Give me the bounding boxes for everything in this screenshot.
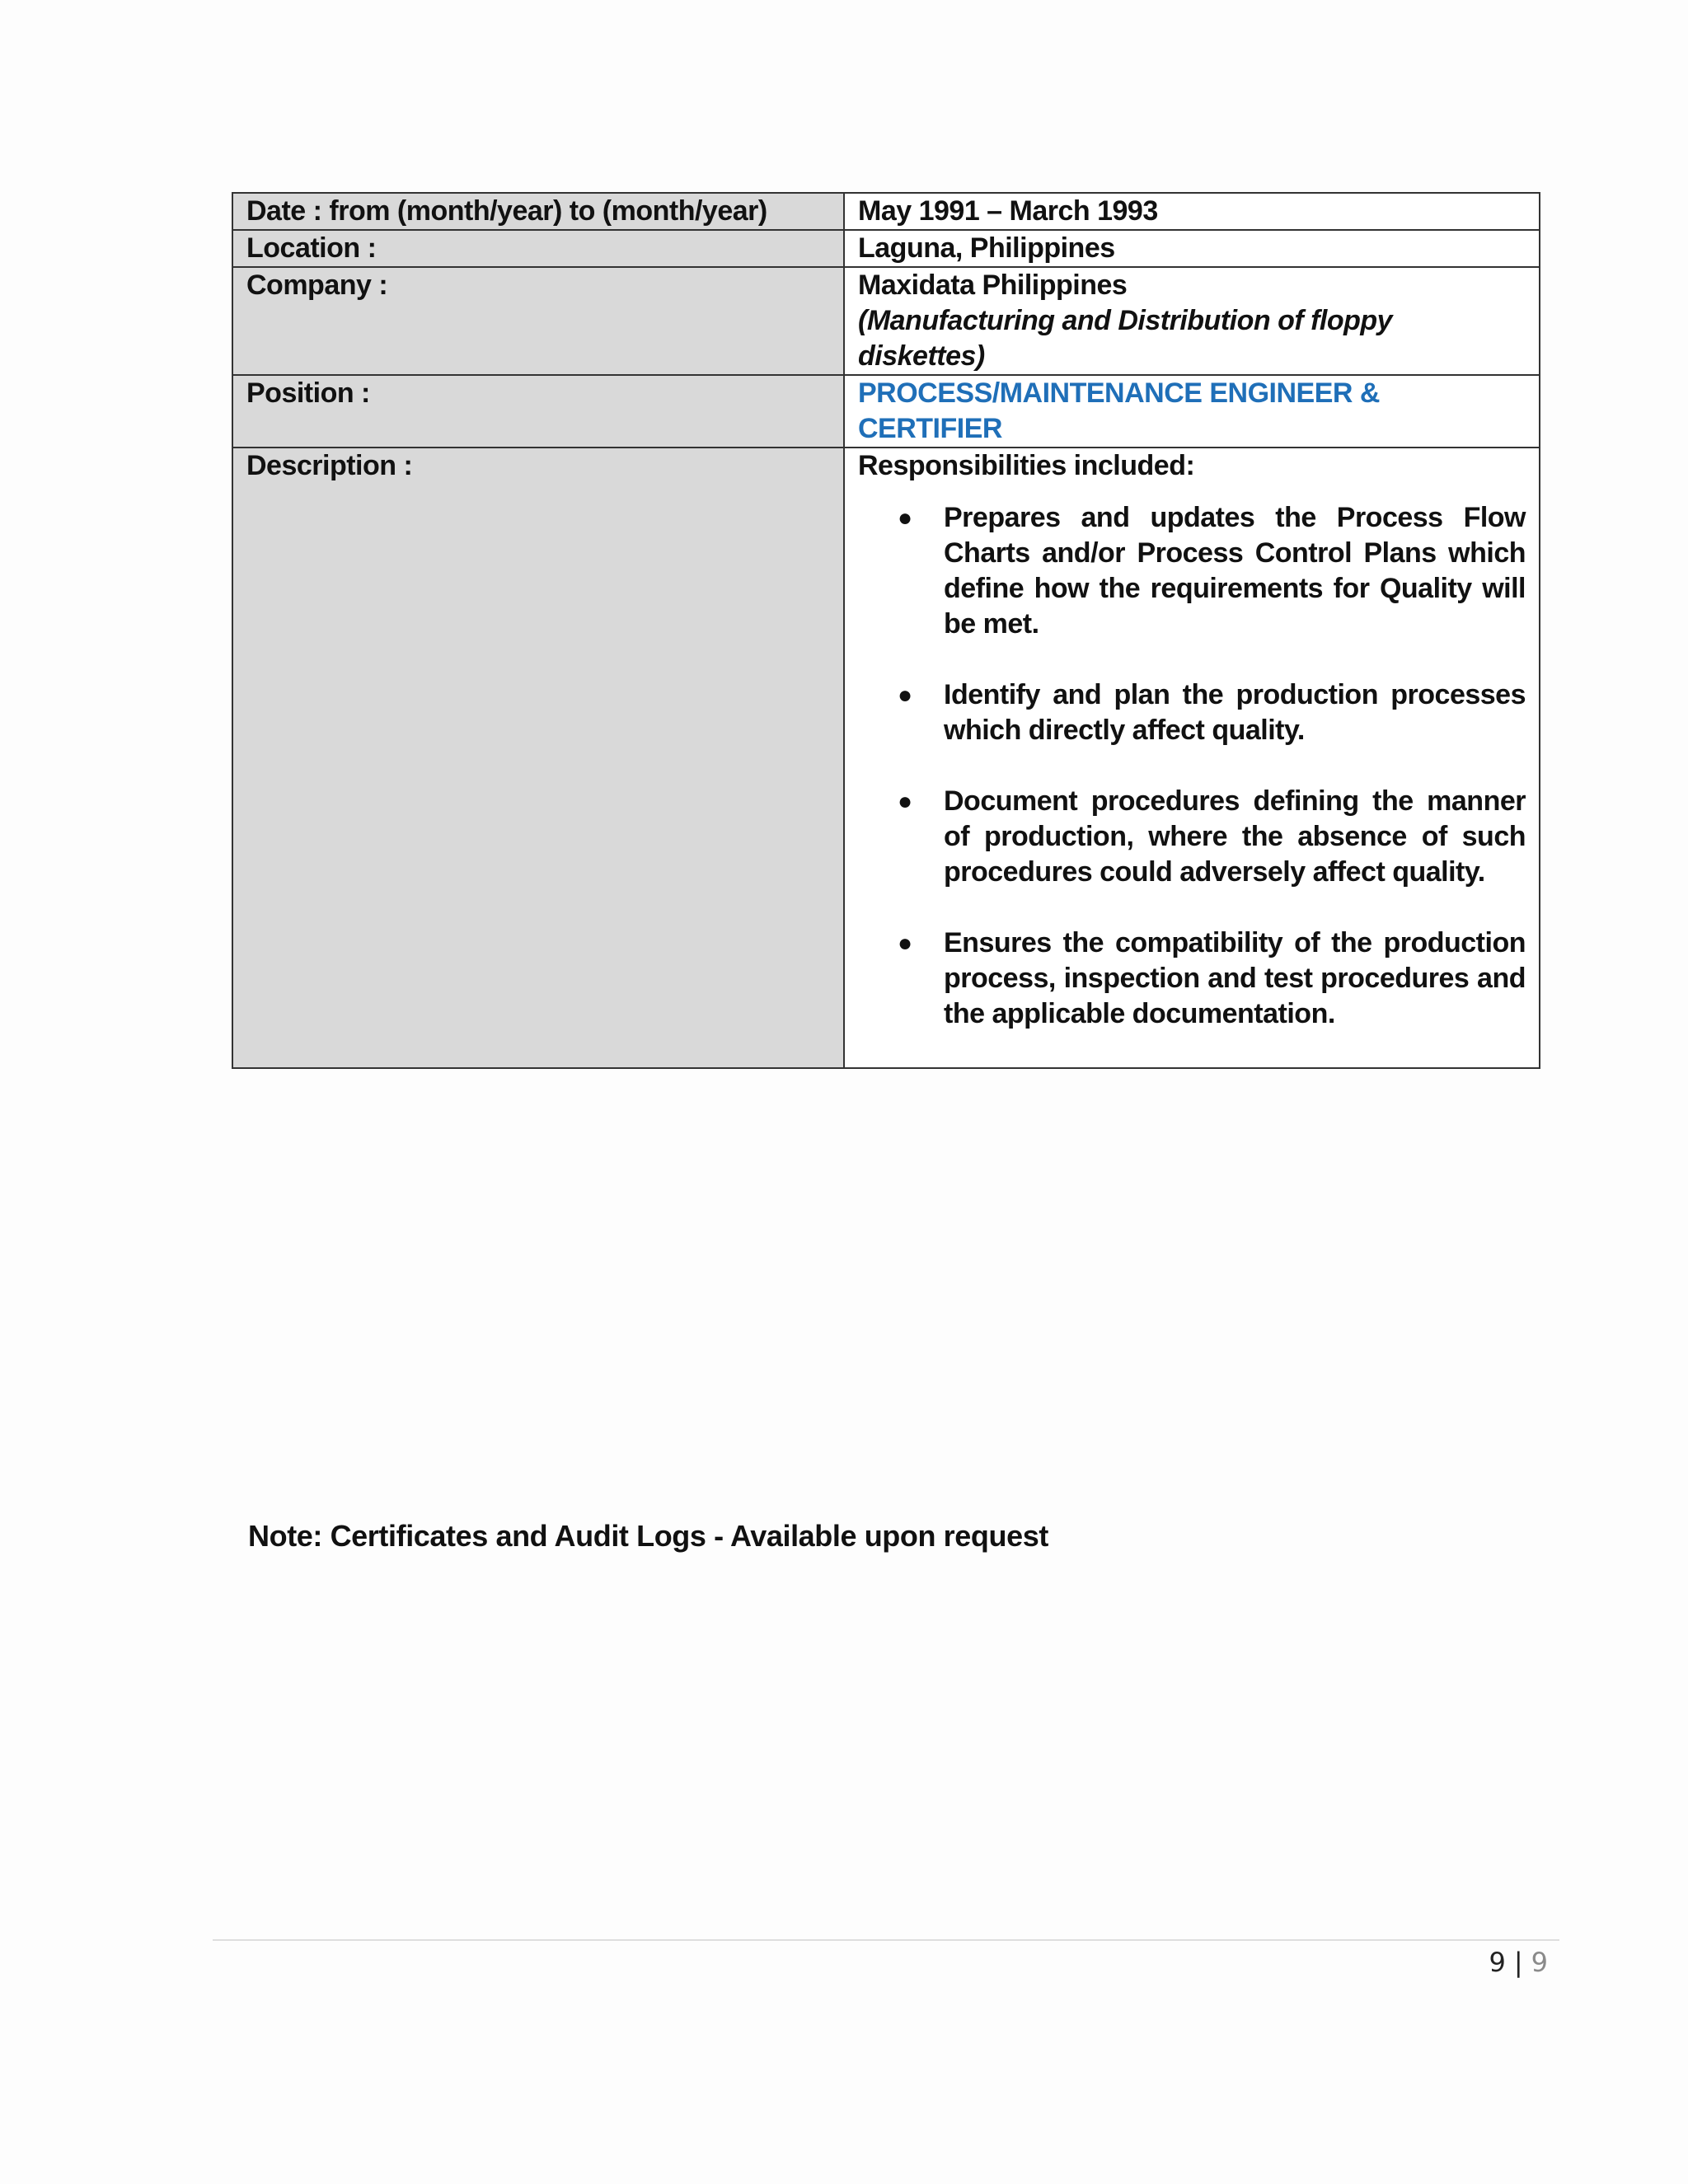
list-item-text: Ensures the compatibility of the production process, inspection and test procedures and the applicable documentation. [944,927,1526,1029]
company-row [232,267,1540,375]
page-number [1489,1947,1549,1978]
list-item-text: Identify and plan the production processes which directly affect quality. [944,679,1526,746]
location-label: Location : [232,230,844,267]
total-pages: 9 [1531,1947,1548,1978]
list-item [898,784,1526,890]
company-subtitle: (Manufacturing and Distribution of floppy diskettes) [858,305,1393,372]
footer-divider [213,1939,1559,1941]
description-cell [844,448,1540,1068]
experience-table [232,192,1540,1069]
bullet-icon: ● [898,788,912,815]
date-row [232,193,1540,230]
certificates-note: Note: Certificates and Audit Logs - Available upon request [248,1519,1048,1553]
page-separator: | [1513,1947,1523,1978]
list-item [898,677,1526,748]
list-item-text: Prepares and updates the Process Flow Charts and/or Process Control Plans which define how the requirements for Quality will be met. [944,502,1526,640]
list-item-text: Document procedures defining the manner of production, where the absence of such procedures could adversely affect quality. [944,785,1526,888]
date-value: May 1991 – March 1993 [844,193,1540,230]
responsibilities-list [858,500,1526,1032]
bullet-icon: ● [898,930,912,957]
date-label: Date : from (month/year) to (month/year) [232,193,844,230]
bullet-icon: ● [898,682,912,709]
location-row [232,230,1540,267]
list-item [898,500,1526,642]
position-value: PROCESS/MAINTENANCE ENGINEER & CERTIFIER [844,375,1540,448]
responsibilities-intro: Responsibilities included: [858,450,1195,481]
company-label: Company : [232,267,844,375]
description-label: Description : [232,448,844,1068]
location-value: Laguna, Philippines [844,230,1540,267]
position-row [232,375,1540,448]
list-item [898,926,1526,1032]
company-value: Maxidata Philippines [858,269,1128,301]
description-row [232,448,1540,1068]
company-cell [844,267,1540,375]
bullet-icon: ● [898,504,912,532]
current-page: 9 [1489,1947,1506,1978]
position-label: Position : [232,375,844,448]
